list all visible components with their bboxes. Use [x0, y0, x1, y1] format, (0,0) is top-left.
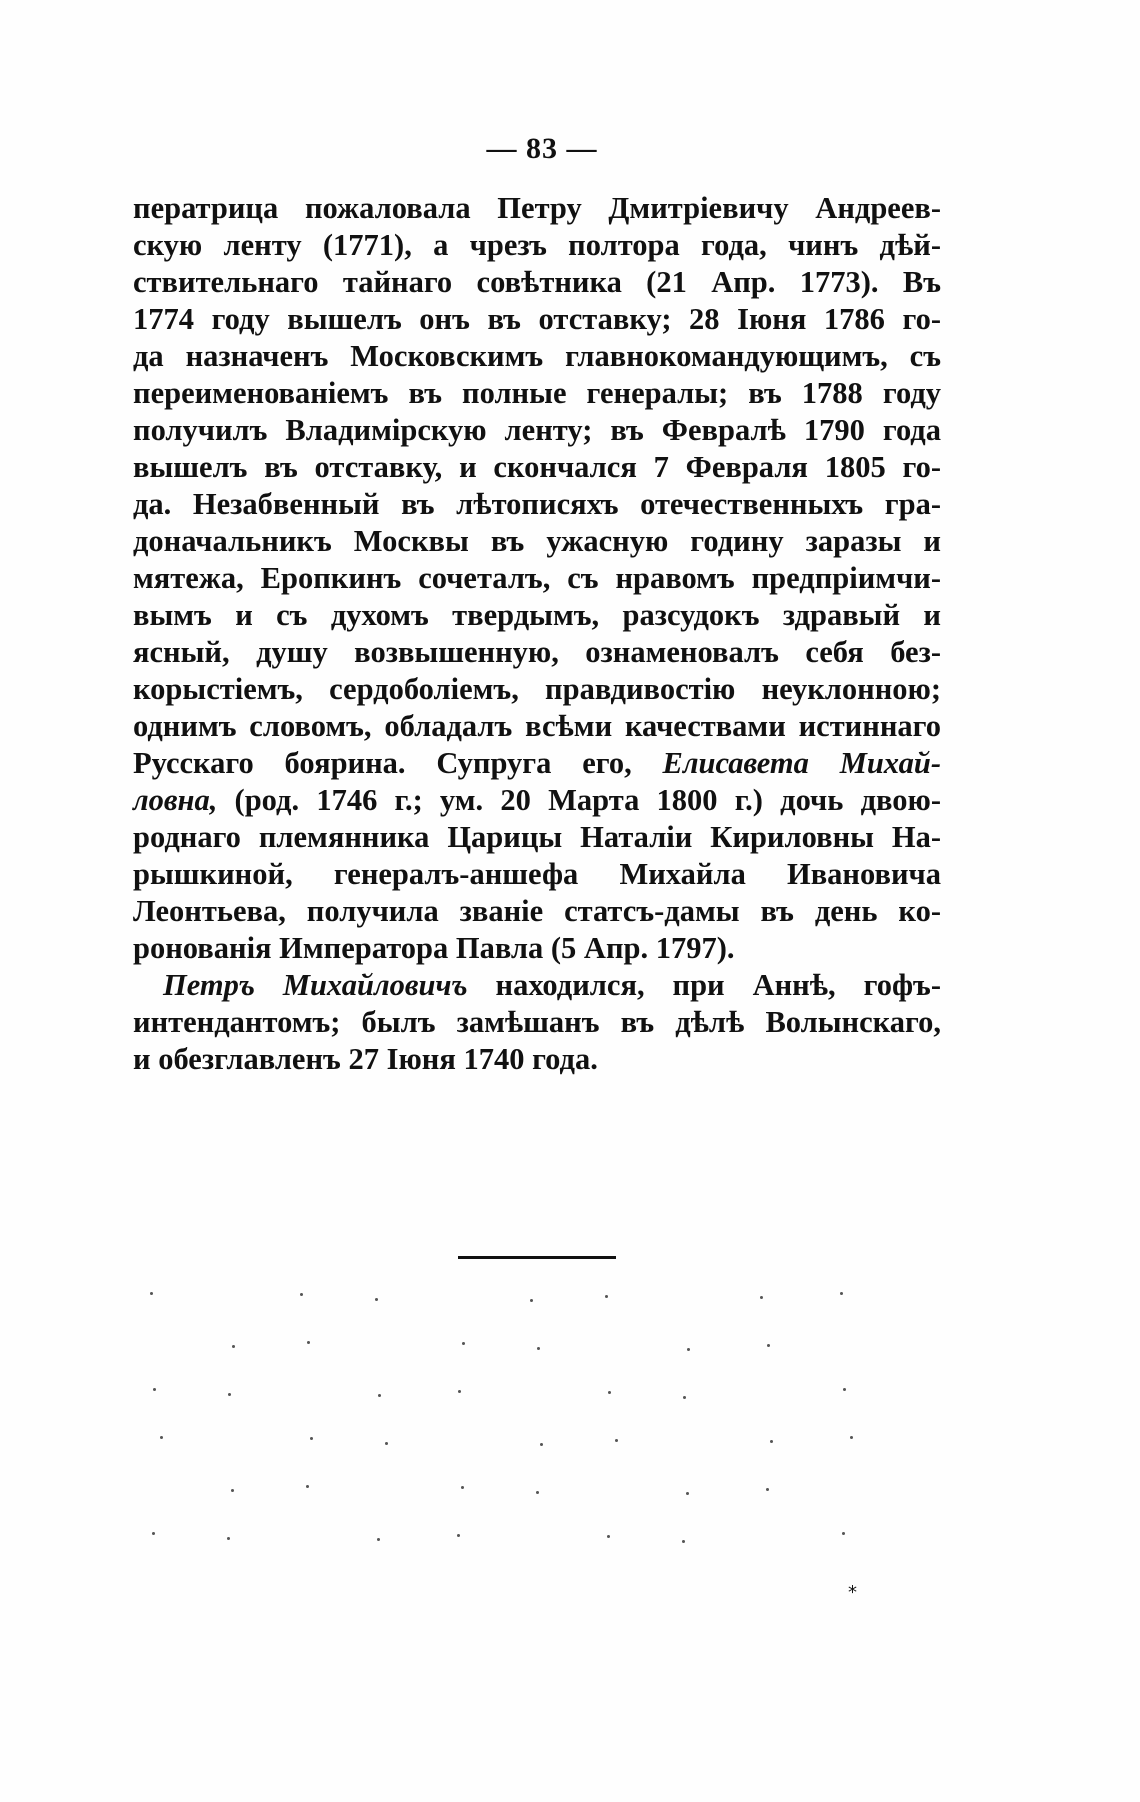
star-ornament: *: [848, 1582, 857, 1603]
italic-name: Елисавета Михай-: [662, 746, 941, 780]
speck-dot: [682, 1540, 685, 1543]
page-number: — 83 —: [486, 132, 598, 165]
text-line: однимъ словомъ, обладалъ всѣми качествами истиннаго: [133, 709, 941, 743]
speck-dot: [687, 1348, 690, 1351]
speck-dot: [310, 1437, 313, 1440]
text-line: ствительнаго тайнаго совѣтника (21 Апр. 1773). Въ: [133, 265, 941, 299]
text-line: Леонтьева, получила званіе статсъ-дамы въ день ко-: [133, 894, 941, 928]
speck-dot: [850, 1436, 853, 1439]
text-line: вышелъ въ отставку, и скончался 7 Февраля 1805 го-: [133, 450, 941, 484]
speck-dot: [458, 1390, 461, 1393]
speck-dot: [232, 1345, 235, 1348]
italic-name: ловна,: [133, 783, 218, 817]
speck-dot: [377, 1538, 380, 1541]
text-line: получилъ Владимірскую ленту; въ Февралѣ 1790 года: [133, 413, 941, 447]
text-line: доначальникъ Москвы въ ужасную годину заразы и: [133, 524, 941, 558]
speck-dot: [760, 1296, 763, 1299]
speck-dot: [537, 1347, 540, 1350]
text-line: ронованія Императора Павла (5 Апр. 1797).: [133, 931, 735, 965]
speck-dot: [231, 1489, 234, 1492]
text-line: переименованіемъ въ полные генералы; въ 1788 году: [133, 376, 941, 410]
speck-dot: [843, 1388, 846, 1391]
speck-dot: [605, 1295, 608, 1298]
speck-dot: [842, 1532, 845, 1535]
speck-dot: [153, 1388, 156, 1391]
section-divider-rule: [458, 1256, 616, 1259]
speck-dot: [608, 1391, 611, 1394]
speck-dot: [160, 1436, 163, 1439]
text-line: роднаго племянника Царицы Наталіи Кириловны На-: [133, 820, 941, 854]
speck-dot: [530, 1299, 533, 1302]
speck-dot: [378, 1394, 381, 1397]
speck-dot: [306, 1485, 309, 1488]
text-line: и обезглавленъ 27 Іюня 1740 года.: [133, 1042, 598, 1076]
speck-dot: [770, 1440, 773, 1443]
speck-dot: [307, 1341, 310, 1344]
speck-dot: [536, 1491, 539, 1494]
text-line: да назначенъ Московскимъ главнокомандующимъ, съ: [133, 339, 941, 373]
speck-dot: [461, 1486, 464, 1489]
speck-dot: [615, 1439, 618, 1442]
text-segment: Русскаго боярина. Супруга его,: [133, 746, 663, 780]
text-segment: находился, при Аннѣ, гофъ-: [467, 968, 941, 1002]
speck-dot: [766, 1488, 769, 1491]
speck-dot: [227, 1537, 230, 1540]
text-line: 1774 году вышелъ онъ въ отставку; 28 Іюня 1786 го-: [133, 302, 941, 336]
speck-dot: [540, 1443, 543, 1446]
speck-dot: [228, 1393, 231, 1396]
speck-dot: [300, 1293, 303, 1296]
text-line: [133, 745, 941, 782]
speck-dot: [686, 1492, 689, 1495]
speck-dot: [150, 1292, 153, 1295]
text-line: [133, 782, 941, 819]
speck-dot: [683, 1396, 686, 1399]
text-line: да. Незабвенный въ лѣтописяхъ отечественныхъ гра-: [133, 487, 941, 521]
body-text: [133, 190, 941, 1078]
text-line: [133, 967, 941, 1004]
text-line: корыстіемъ, сердоболіемъ, правдивостію неуклонною;: [133, 672, 941, 706]
text-segment: (род. 1746 г.; ум. 20 Марта 1800 г.) дочь двою-: [217, 783, 941, 817]
text-line: интендантомъ; былъ замѣшанъ въ дѣлѣ Волынскаго,: [133, 1005, 941, 1039]
speck-dot: [462, 1342, 465, 1345]
speck-dot: [375, 1298, 378, 1301]
speck-dot: [767, 1344, 770, 1347]
text-line: мятежа, Еропкинъ сочеталъ, съ нравомъ предпріимчи-: [133, 561, 941, 595]
text-line: скую ленту (1771), а чрезъ полтора года, чинъ дѣй-: [133, 228, 941, 262]
text-line: рышкиной, генералъ-аншефа Михайла Ивановича: [133, 857, 941, 891]
speck-dot: [457, 1534, 460, 1537]
text-line: ясный, душу возвышенную, ознаменовалъ себя без-: [133, 635, 941, 669]
italic-name: Петръ Михайловичъ: [163, 968, 468, 1002]
text-line: ператрица пожаловала Петру Дмитріевичу Андреев-: [133, 191, 941, 225]
speck-dot: [840, 1292, 843, 1295]
speck-dot: [385, 1442, 388, 1445]
speck-dot: [607, 1535, 610, 1538]
text-line: вымъ и съ духомъ твердымъ, разсудокъ здравый и: [133, 598, 941, 632]
speck-dot: [152, 1532, 155, 1535]
